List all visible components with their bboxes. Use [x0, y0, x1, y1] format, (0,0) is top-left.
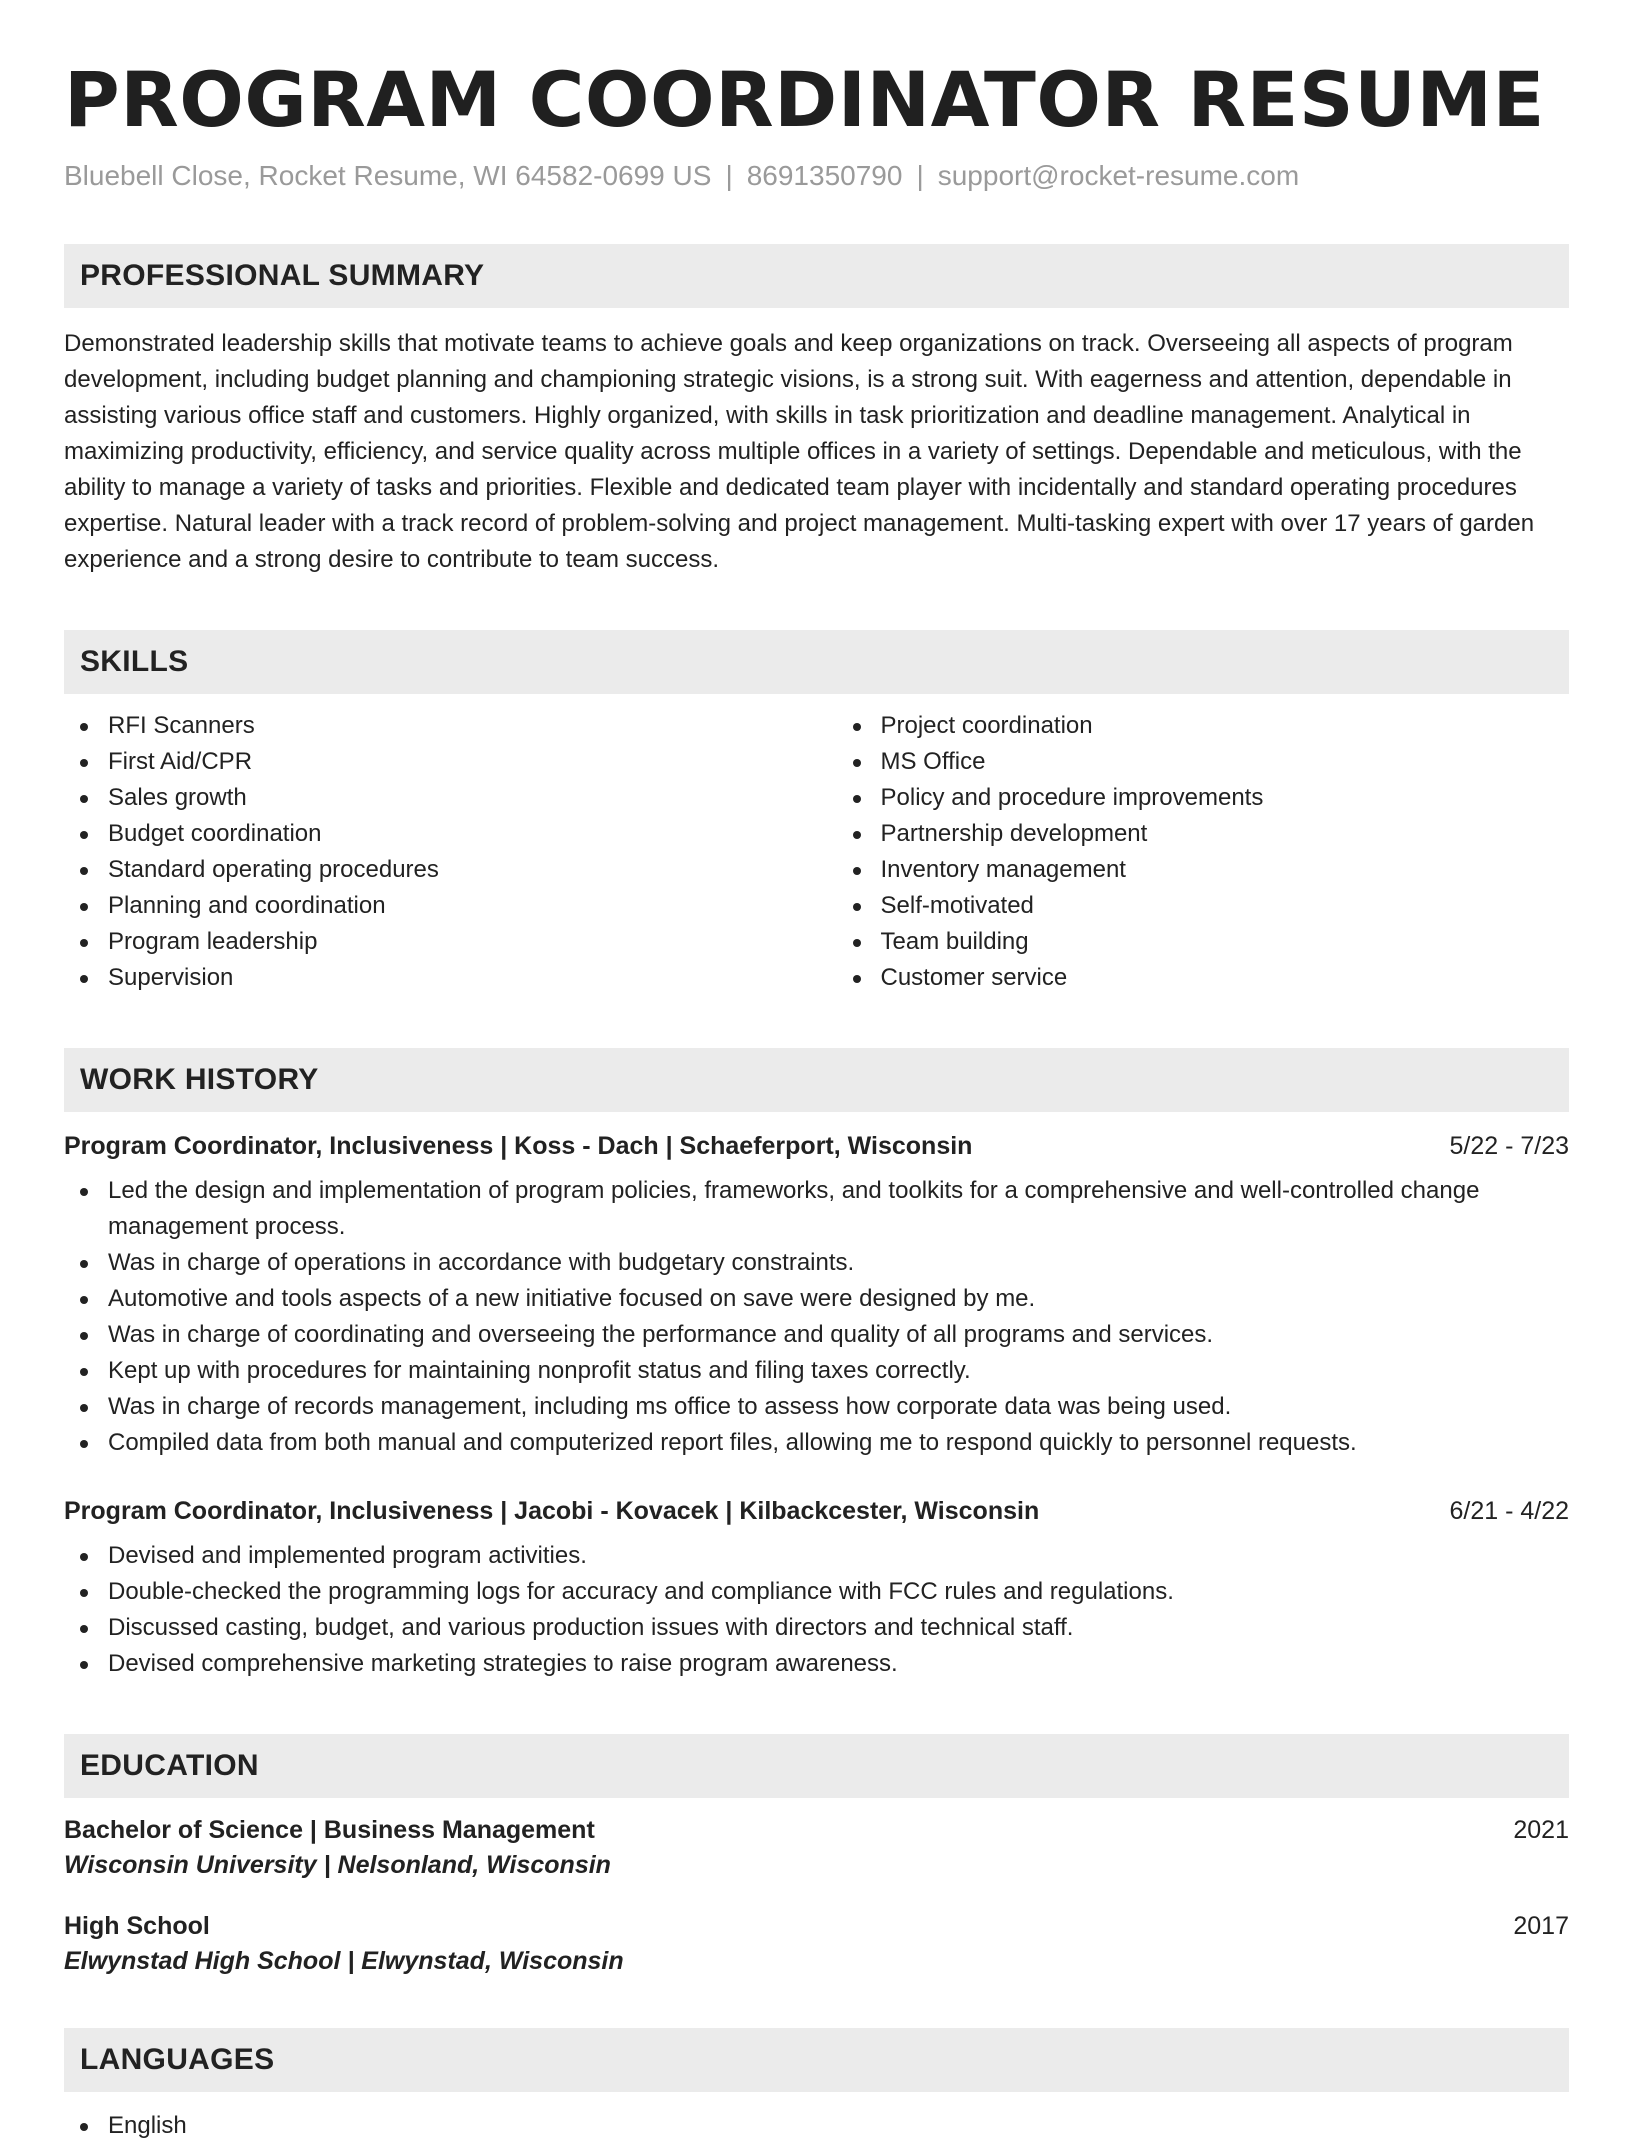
skill-item: Inventory management	[837, 852, 1570, 888]
section-heading-skills: SKILLS	[64, 630, 1569, 694]
job-bullet: Discussed casting, budget, and various production issues with directors and technical staff.	[64, 1610, 1569, 1646]
job-title: Program Coordinator, Inclusiveness | Jacobi - Kovacek | Kilbackcester, Wisconsin	[64, 1496, 1040, 1525]
job-bullet: Automotive and tools aspects of a new initiative focused on save were designed by me.	[64, 1281, 1569, 1317]
job-dates: 6/21 - 4/22	[1449, 1496, 1569, 1525]
section-heading-education: EDUCATION	[64, 1734, 1569, 1798]
resume-title: PROGRAM COORDINATOR RESUME	[64, 55, 1545, 144]
languages-list	[64, 2108, 1569, 2144]
education-school: Wisconsin University | Nelsonland, Wisconsin	[64, 1850, 611, 1879]
skill-item: Supervision	[64, 960, 797, 996]
job-bullet: Double-checked the programming logs for accuracy and compliance with FCC rules and regulations.	[64, 1574, 1569, 1610]
language-item: English	[64, 2108, 1569, 2144]
summary-text: Demonstrated leadership skills that motivate teams to achieve goals and keep organizations on track. Overseeing all aspects of program development, including budget planning and championing strategic visions, is a strong suit. With eagerness and attention, dependable in assisting various office staff and customers. Highly organized, with skills in task prioritization and deadline management. Analytical in maximizing productivity, efficiency, and service quality across multiple offices in a variety of settings. Dependable and meticulous, with the ability to manage a variety of tasks and priorities. Flexible and dedicated team player with incidentally and standard operating procedures expertise. Natural leader with a track record of problem-solving and project management. Multi-tasking expert with over 17 years of garden experience and a strong desire to contribute to team success.	[64, 329, 1535, 573]
contact-separator: |	[916, 159, 924, 191]
contact-phone: 8691350790	[746, 159, 903, 191]
skill-item: Policy and procedure improvements	[837, 780, 1570, 816]
skill-item: Program leadership	[64, 924, 797, 960]
job-bullet: Led the design and implementation of program policies, frameworks, and toolkits for a comprehensive and well-controlled change management process.	[64, 1173, 1569, 1245]
education-degree: High School	[64, 1911, 210, 1940]
job-title: Program Coordinator, Inclusiveness | Koss - Dach | Schaeferport, Wisconsin	[64, 1131, 973, 1160]
education-header	[64, 1912, 1569, 1941]
job-bullet: Kept up with procedures for maintaining nonprofit status and filing taxes correctly.	[64, 1353, 1569, 1389]
job-bullets	[64, 1538, 1569, 1682]
skill-item: MS Office	[837, 744, 1570, 780]
job-entry	[64, 1132, 1569, 1461]
skills-column-left	[64, 708, 797, 996]
education-year: 2017	[1513, 1911, 1569, 1940]
skill-item: Partnership development	[837, 816, 1570, 852]
skill-item: First Aid/CPR	[64, 744, 797, 780]
education-header	[64, 1816, 1569, 1845]
education-year: 2021	[1513, 1815, 1569, 1844]
education-entry	[64, 1816, 1569, 1880]
education-degree: Bachelor of Science | Business Management	[64, 1815, 595, 1844]
education-school: Elwynstad High School | Elwynstad, Wisconsin	[64, 1946, 624, 1975]
contact-separator: |	[725, 159, 733, 191]
skills-column-right	[837, 708, 1570, 996]
contact-address: Bluebell Close, Rocket Resume, WI 64582-0699 US	[64, 159, 712, 191]
job-bullet: Devised comprehensive marketing strategies to raise program awareness.	[64, 1646, 1569, 1682]
job-entry	[64, 1497, 1569, 1682]
skill-item: Budget coordination	[64, 816, 797, 852]
education-entry	[64, 1912, 1569, 1976]
job-bullet: Devised and implemented program activities.	[64, 1538, 1569, 1574]
contact-line	[64, 160, 1569, 192]
job-dates: 5/22 - 7/23	[1449, 1131, 1569, 1160]
job-header	[64, 1132, 1569, 1161]
skill-item: Project coordination	[837, 708, 1570, 744]
contact-email: support@rocket-resume.com	[937, 159, 1300, 191]
skill-item: Self-motivated	[837, 888, 1570, 924]
section-heading-languages: LANGUAGES	[64, 2028, 1569, 2092]
skill-item: Standard operating procedures	[64, 852, 797, 888]
skill-item: RFI Scanners	[64, 708, 797, 744]
skill-item: Customer service	[837, 960, 1570, 996]
section-heading-summary: PROFESSIONAL SUMMARY	[64, 244, 1569, 308]
job-bullet: Was in charge of records management, including ms office to assess how corporate data was being used.	[64, 1389, 1569, 1425]
job-bullets	[64, 1173, 1569, 1461]
job-bullet: Compiled data from both manual and computerized report files, allowing me to respond quickly to personnel requests.	[64, 1425, 1569, 1461]
skill-item: Team building	[837, 924, 1570, 960]
job-bullet: Was in charge of operations in accordance with budgetary constraints.	[64, 1245, 1569, 1281]
skill-item: Sales growth	[64, 780, 797, 816]
skills-list	[64, 708, 1569, 996]
section-heading-work-history: WORK HISTORY	[64, 1048, 1569, 1112]
job-bullet: Was in charge of coordinating and overseeing the performance and quality of all programs and services.	[64, 1317, 1569, 1353]
skill-item: Planning and coordination	[64, 888, 797, 924]
job-header	[64, 1497, 1569, 1526]
